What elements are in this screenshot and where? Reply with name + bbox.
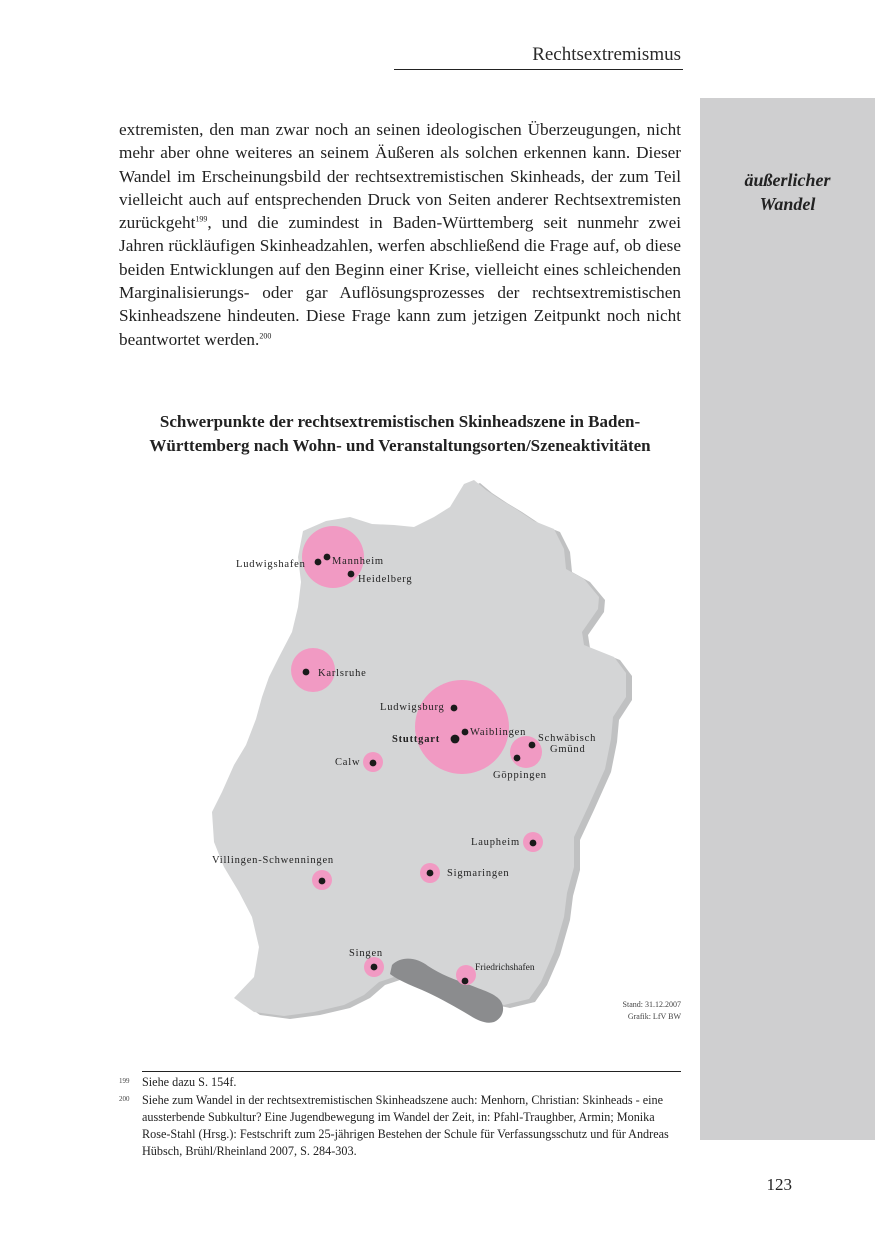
dot-villingen — [319, 878, 326, 885]
dot-heidelberg — [348, 571, 355, 578]
label-ludwigsburg: Ludwigsburg — [380, 702, 445, 713]
label-sigmaringen: Sigmaringen — [447, 868, 510, 879]
footnote-200: Siehe zum Wandel in der rechtsextremistischen Skinheadszene auch: Menhorn, Christian: Skinheads - eine aussterbende Subkultur? Eine Jugendbewegung im Wandel der Zeit, in: Pfahl-Traughber, Armin; Monika Rose-Stahl (Hrsg.): Festschrift zum 25-jährigen Bestehen der Schule für Verfassungsschutz und für Andreas Hübsch, Brühl/Rheinland 2007, S. 284-303. — [142, 1093, 669, 1158]
dot-sigmaringen — [427, 870, 434, 877]
dot-waiblingen — [462, 729, 469, 736]
label-villingen: Villingen-Schwenningen — [212, 855, 334, 866]
margin-note-line-1: äußerlicher — [744, 170, 831, 190]
label-mannheim: Mannheim — [332, 556, 384, 567]
dot-calw — [370, 760, 377, 767]
body-text-part-2: , und die zumindest in Baden-Württemberg seit nunmehr zwei Jahren rückläufigen Skinheadzahlen, werfen abschließend die Frage auf, ob diese beiden Entwicklungen auf den Beginn einer Krise, vielleicht eines schleichenden Marginalisierungs- oder gar Auflösungsprozesses der rechtsextremistischen Skinheadszene hindeuten. Diese Frage kann zum jetzigen Zeitpunkt noch nicht beantwortet werden. — [119, 213, 681, 349]
label-schwaebisch: Schwäbisch — [538, 733, 597, 744]
map-stand: Stand: 31.12.2007 — [622, 1000, 681, 1009]
margin-note-line-2: Wandel — [759, 194, 816, 214]
label-goeppingen: Göppingen — [493, 770, 547, 781]
label-laupheim: Laupheim — [471, 837, 520, 848]
dot-ludwigsburg — [451, 705, 458, 712]
label-waiblingen: Waiblingen — [470, 727, 527, 738]
map-title-line-1: Schwerpunkte der rechtsextremistischen Skinheadszene in Baden- — [159, 412, 641, 431]
dot-singen — [371, 964, 378, 971]
footnote-number-200: 200 — [119, 1095, 130, 1103]
label-calw: Calw — [335, 757, 361, 768]
label-singen: Singen — [349, 948, 383, 959]
label-gmuend: Gmünd — [550, 744, 586, 755]
dot-karlsruhe — [303, 669, 310, 676]
map-grafik: Grafik: LfV BW — [627, 1012, 681, 1021]
footnote-ref-199[interactable]: 199 — [195, 214, 208, 224]
footnote-number-199: 199 — [119, 1077, 130, 1085]
dot-stuttgart — [451, 735, 460, 744]
footnote-ref-200[interactable]: 200 — [259, 330, 272, 340]
map-title-line-2: Württemberg nach Wohn- und Veranstaltungsorten/Szeneaktivitäten — [149, 436, 651, 455]
label-stuttgart: Stuttgart — [392, 734, 441, 745]
footnote-199: Siehe dazu S. 154f. — [142, 1075, 237, 1089]
body-text-part-1: extremisten, den man zwar noch an seinen ideologischen Überzeugungen, nicht mehr aber ohne weiteres an seinem Äußeren als solchen erkennen kann. Dieser Wandel im Erscheinungsbild der rechtsextremistischen Skinheads, der zum Teil vielleicht auch auf entsprechenden Druck von Seiten anderer Rechtsextremisten zurückgeht — [119, 120, 681, 233]
dot-mannheim — [324, 554, 331, 561]
label-friedrichshafen: Friedrichshafen — [475, 963, 535, 973]
page-number: 123 — [766, 1175, 792, 1194]
footnote-rule — [142, 1071, 681, 1072]
dot-friedrichshafen — [462, 978, 469, 985]
dot-laupheim — [530, 840, 537, 847]
label-heidelberg: Heidelberg — [358, 574, 413, 585]
dot-ludwigshafen — [315, 559, 322, 566]
label-ludwigshafen: Ludwigshafen — [236, 559, 306, 570]
dot-schwaebisch-gmuend — [529, 742, 536, 749]
running-header: Rechtsextremismus — [532, 44, 681, 65]
label-karlsruhe: Karlsruhe — [318, 668, 367, 679]
dot-goeppingen — [514, 755, 521, 762]
